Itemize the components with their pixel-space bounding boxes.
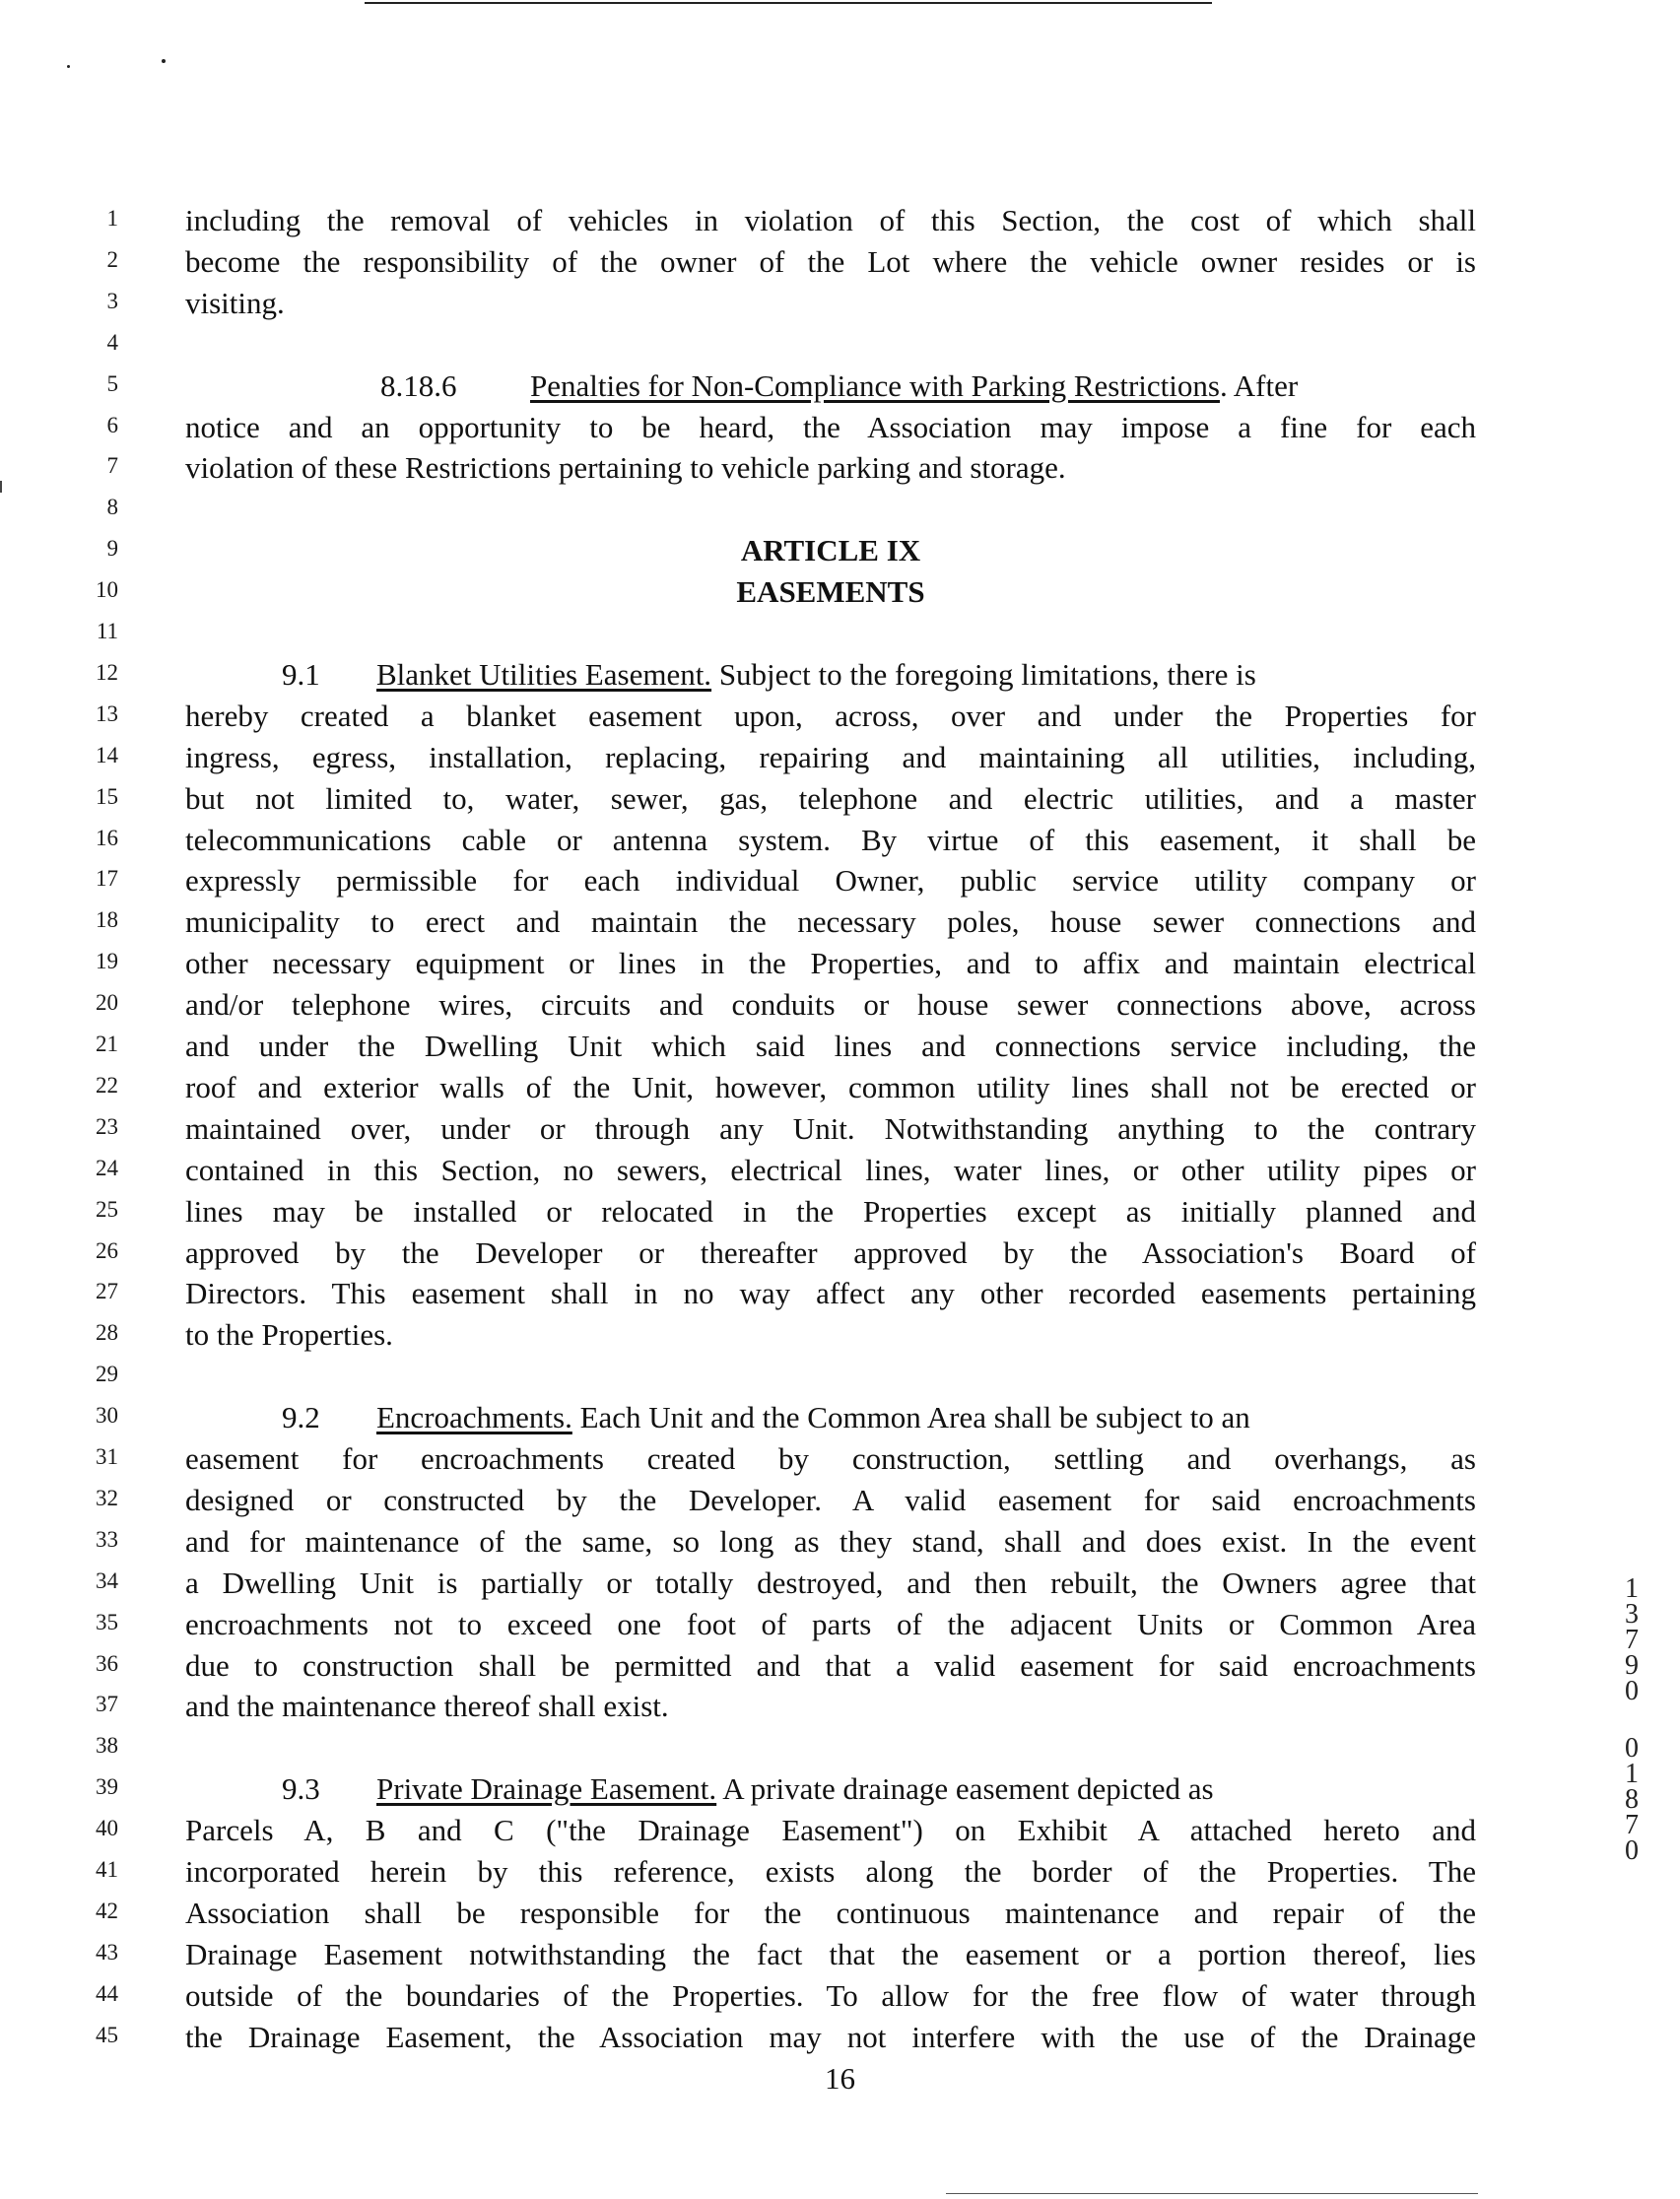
stamp-digit: 9 (1625, 1650, 1639, 1681)
line-number: 21 (96, 1032, 118, 1056)
line-text (185, 1563, 1476, 1604)
text-run: Each Unit and the Common Area shall be subject to an (571, 1400, 1250, 1435)
document-line (0, 1356, 1680, 1397)
article-heading (185, 571, 1476, 613)
line-text (185, 1686, 1476, 1727)
line-text (185, 1975, 1476, 2017)
text-run: and under the Dwelling Unit which said lines and connections service including, the (185, 1029, 1476, 1063)
document-line (0, 1768, 1680, 1810)
section-number: 8.18.6 (380, 367, 457, 403)
line-number: 4 (106, 329, 118, 355)
line-number: 6 (106, 412, 118, 437)
line-text (185, 1026, 1476, 1067)
document-line (0, 283, 1680, 324)
text-run: Parcels A, B and C ("the Drainage Easement") on Exhibit A attached hereto and (185, 1813, 1476, 1848)
document-line (0, 1233, 1680, 1274)
section-title: Blanket Utilities Easement. (376, 656, 712, 692)
text-run: and for maintenance of the same, so long as they stand, shall and does exist. In the event (185, 1523, 1476, 1559)
document-line (0, 1521, 1680, 1563)
line-number: 12 (96, 659, 118, 685)
line-text (185, 1191, 1476, 1233)
scan-bottom-rule (946, 2193, 1478, 2194)
text-run: due to construction shall be permitted and that a valid easement for said encroachments (185, 1647, 1476, 1683)
line-text (185, 1273, 1476, 1314)
line-number: 45 (96, 2022, 118, 2047)
section-number: 9.2 (282, 1400, 320, 1435)
text-run: the Drainage Easement, the Association may not interfere with the use of the Drainage (185, 2019, 1476, 2054)
line-number: 26 (96, 1237, 118, 1263)
line-number: 28 (96, 1320, 118, 1346)
line-text (185, 407, 1476, 448)
line-number: 22 (96, 1072, 118, 1098)
line-number: 29 (96, 1362, 118, 1387)
line-text (185, 241, 1476, 283)
line-number: 11 (96, 619, 118, 643)
document-line (0, 1273, 1680, 1314)
document-line (0, 324, 1680, 366)
line-text (185, 1893, 1476, 1934)
line-text (185, 1645, 1476, 1687)
text-run: contained in this Section, no sewers, electrical lines, water lines, or other utility pipes or (185, 1152, 1476, 1187)
line-number: 32 (96, 1485, 118, 1510)
stamp-digit: 0 (1625, 1835, 1639, 1866)
text-run: EASEMENTS (736, 574, 925, 610)
document-line (0, 1438, 1680, 1480)
document-line (0, 1480, 1680, 1521)
document-line (0, 984, 1680, 1026)
article-heading (185, 530, 1476, 571)
line-number: 31 (96, 1444, 118, 1469)
document-line (0, 1067, 1680, 1108)
text-run: hereby created a blanket easement upon, across, over and under the Properties for (185, 698, 1476, 733)
stamp-digit: 1 (1625, 1573, 1639, 1604)
line-number: 9 (106, 536, 118, 562)
line-number: 24 (96, 1155, 118, 1180)
line-number: 43 (96, 1939, 118, 1965)
document-line (0, 696, 1680, 737)
line-number: 16 (96, 825, 118, 850)
document-line (0, 1150, 1680, 1191)
line-number: 25 (96, 1196, 118, 1222)
text-run: to the Properties. (185, 1317, 393, 1353)
line-number: 3 (106, 288, 118, 313)
document-line (0, 943, 1680, 984)
document-line (0, 1314, 1680, 1356)
line-number: 19 (96, 949, 118, 974)
stamp-digit: 7 (1625, 1810, 1639, 1840)
stamp-digit: 3 (1625, 1599, 1639, 1630)
text-run: lines may be installed or relocated in the Properties except as initially planned and (185, 1193, 1476, 1229)
document-line (0, 778, 1680, 820)
line-text (185, 737, 1476, 778)
line-text (185, 1233, 1476, 1274)
text-run: ingress, egress, installation, replacing, repairing and maintaining all utilities, including, (185, 739, 1476, 774)
text-run: Drainage Easement notwithstanding the fact that the easement or a portion thereof, lies (185, 1936, 1476, 1971)
line-text (185, 1438, 1476, 1480)
document-line (0, 737, 1680, 778)
document-line (0, 200, 1680, 241)
line-number: 13 (96, 700, 118, 726)
document-line (0, 1108, 1680, 1150)
line-number: 44 (96, 1980, 118, 2006)
line-text (185, 778, 1476, 820)
text-run: but not limited to, water, sewer, gas, telephone and electric utilities, and a master (185, 780, 1476, 816)
document-line (0, 1563, 1680, 1604)
text-run: visiting. (185, 285, 285, 320)
text-run: incorporated herein by this reference, exists along the border of the Properties. The (185, 1854, 1476, 1889)
line-text (185, 1067, 1476, 1108)
document-line (0, 613, 1680, 654)
line-number: 20 (96, 990, 118, 1016)
line-number: 14 (96, 742, 118, 767)
line-text (185, 943, 1476, 984)
line-number: 34 (96, 1567, 118, 1593)
line-text (185, 2017, 1476, 2058)
text-run: telecommunications cable or antenna system. By virtue of this easement, it shall be (185, 822, 1476, 857)
stamp-digit: 8 (1625, 1784, 1639, 1815)
scan-top-rule (365, 2, 1212, 4)
stamp-digit: 0 (1625, 1733, 1639, 1764)
stamp-digit: 7 (1625, 1625, 1639, 1655)
line-text (185, 1314, 1476, 1356)
document-line (0, 901, 1680, 943)
line-text (185, 200, 1476, 241)
line-text (185, 283, 1476, 324)
line-text (185, 1108, 1476, 1150)
document-line (0, 1645, 1680, 1687)
stamp-digit: 0 (1625, 1676, 1639, 1706)
document-line (0, 1893, 1680, 1934)
section-number: 9.3 (282, 1771, 320, 1807)
document-line (0, 1686, 1680, 1727)
page-number: 16 (825, 2061, 855, 2096)
line-number: 35 (96, 1609, 118, 1634)
line-number: 27 (96, 1279, 118, 1304)
text-run: Directors. This easement shall in no way affect any other recorded easements pertaining (185, 1276, 1476, 1311)
line-number: 42 (96, 1898, 118, 1923)
line-number: 39 (96, 1774, 118, 1800)
text-run: a Dwelling Unit is partially or totally destroyed, and then rebuilt, the Owners agree that (185, 1565, 1476, 1600)
line-text (185, 901, 1476, 943)
line-text (185, 447, 1476, 489)
margin-stamp-lower (1612, 1733, 1651, 1866)
line-text (185, 1397, 1476, 1438)
text-run: designed or constructed by the Developer. A valid easement for said encroachments (185, 1482, 1476, 1517)
document-line (0, 241, 1680, 283)
line-number: 40 (96, 1816, 118, 1841)
text-run: encroachments not to exceed one foot of parts of the adjacent Units or Common Area (185, 1606, 1476, 1641)
document-line (0, 447, 1680, 489)
line-number: 17 (96, 866, 118, 892)
section-title: Penalties for Non-Compliance with Parking Restrictions (530, 367, 1220, 403)
text-run: maintained over, under or through any Unit. Notwithstanding anything to the contrary (185, 1110, 1476, 1146)
document-line (0, 1934, 1680, 1975)
line-text (185, 1851, 1476, 1893)
section-number: 9.1 (282, 656, 320, 692)
document-line (0, 820, 1680, 861)
text-run: A private drainage easement depicted as (716, 1771, 1214, 1807)
line-number: 41 (96, 1857, 118, 1882)
line-number: 30 (96, 1403, 118, 1429)
document-line (0, 1191, 1680, 1233)
line-number: 5 (106, 370, 118, 396)
text-run: become the responsibility of the owner of the Lot where the vehicle owner resides or is (185, 243, 1476, 279)
line-text (185, 1810, 1476, 1851)
margin-stamp-upper (1612, 1573, 1651, 1706)
text-run: Subject to the foregoing limitations, there is (711, 656, 1256, 692)
scan-speck (67, 65, 70, 68)
text-run: easement for encroachments created by construction, settling and overhangs, as (185, 1441, 1476, 1476)
line-text (185, 1604, 1476, 1645)
text-run: expressly permissible for each individual Owner, public service utility company or (185, 863, 1476, 899)
text-run: including the removal of vehicles in violation of this Section, the cost of which shall (185, 203, 1476, 237)
line-text (185, 1521, 1476, 1563)
line-text (185, 366, 1476, 407)
line-number: 15 (96, 783, 118, 809)
document-line (0, 366, 1680, 407)
document-line (0, 654, 1680, 696)
line-number: 10 (96, 577, 118, 603)
line-text (185, 1480, 1476, 1521)
text-run: violation of these Restrictions pertaining to vehicle parking and storage. (185, 450, 1066, 486)
section-title: Private Drainage Easement. (376, 1771, 717, 1807)
line-text (185, 696, 1476, 737)
line-text (185, 820, 1476, 861)
line-number: 18 (96, 907, 118, 933)
line-number: 37 (96, 1692, 118, 1717)
text-run: Association shall be responsible for the continuous maintenance and repair of the (185, 1895, 1476, 1930)
stamp-digit: 1 (1625, 1759, 1639, 1789)
line-number: 36 (96, 1650, 118, 1676)
document-line (0, 1397, 1680, 1438)
document-line (0, 1026, 1680, 1067)
text-run: municipality to erect and maintain the necessary poles, house sewer connections and (185, 904, 1476, 940)
line-text (185, 1150, 1476, 1191)
section-title: Encroachments. (376, 1400, 572, 1435)
text-run: approved by the Developer or thereafter approved by the Association's Board of (185, 1234, 1476, 1270)
line-number: 8 (106, 495, 118, 520)
document-line (0, 1975, 1680, 2017)
line-number: 7 (106, 453, 118, 479)
line-number: 2 (106, 246, 118, 272)
line-number: 38 (96, 1733, 118, 1759)
line-text (185, 654, 1476, 696)
text-run: ARTICLE IX (740, 533, 921, 568)
line-text (185, 984, 1476, 1026)
scan-speck (162, 59, 166, 63)
line-text (185, 1768, 1476, 1810)
line-number: 23 (96, 1113, 118, 1139)
document-line (0, 1851, 1680, 1893)
text-run: outside of the boundaries of the Properties. To allow for the free flow of water through (185, 1977, 1476, 2013)
line-number: 1 (106, 206, 118, 231)
document-line (0, 2017, 1680, 2058)
line-text (185, 1934, 1476, 1975)
line-number: 33 (96, 1526, 118, 1552)
text-run: and the maintenance thereof shall exist. (185, 1689, 669, 1724)
document-line (0, 571, 1680, 613)
document-line (0, 407, 1680, 448)
document-line (0, 530, 1680, 571)
document-line (0, 860, 1680, 901)
document-line (0, 1727, 1680, 1768)
text-run: and/or telephone wires, circuits and conduits or house sewer connections above, across (185, 987, 1476, 1023)
document-line (0, 1599, 1680, 1645)
text-run: . After (1219, 367, 1299, 403)
line-text (185, 860, 1476, 901)
document-line (0, 1810, 1680, 1851)
text-run: roof and exterior walls of the Unit, however, common utility lines shall not be erected or (185, 1069, 1476, 1104)
text-run: notice and an opportunity to be heard, the Association may impose a fine for each (185, 409, 1476, 444)
document-line (0, 489, 1680, 530)
text-run: other necessary equipment or lines in the Properties, and to affix and maintain electrical (185, 946, 1476, 981)
